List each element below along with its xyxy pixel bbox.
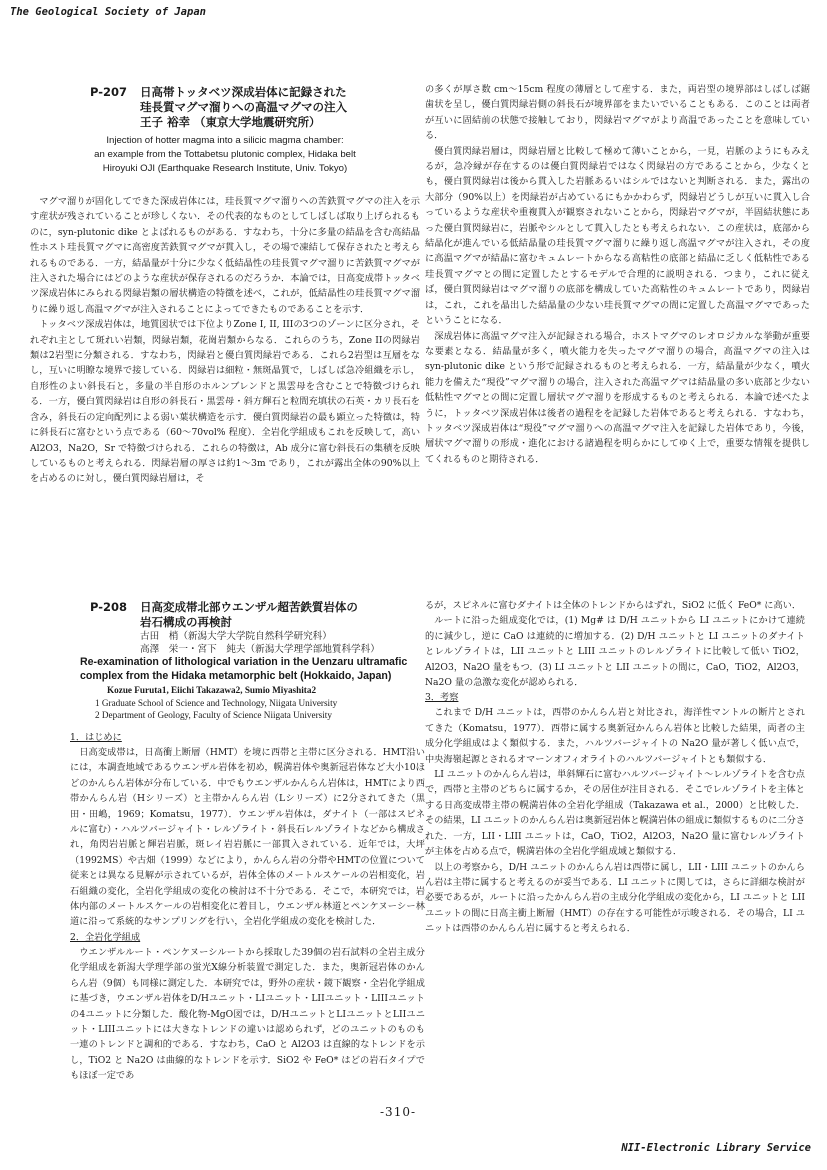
p207-number: P-207 <box>90 85 128 99</box>
p208-paragraph-2: ウエンザルルート・ペンケヌーシルートから採取した39個の岩石試料の全岩主成分化学組成を新潟大学理学部の蛍光X線分析装置で測定した．また，奥新冠岩体のかんらん岩（9個）も同様に測定した．本研究では，野外の産状・鏡下観察・全岩化学組成に基づき，ウエンザル岩体をD/Hユニット・LIユニット・LIIユニット・LIIIユニットの4ユニットに分類した．酸化物-MgO図では，D/HユニットとLIユニットとLIIユニット・LIIIユニットには大きなトレンドの違いは認められず，どのユニットのものも一連のトレンドと調和的である．すなわち，CaO と Al2O3 は直線的なトレンドを示し，TiO2 と Na2O は曲線的なトレンドを示す．SiO2 や FeO* はどの岩石タイプでもほぼ一定であ <box>70 946 425 1082</box>
p207-en-author: Hiroyuki OJI (Earthquake Research Institute, Univ. Tokyo) <box>102 163 348 174</box>
p207-en-title-2: an example from the Tottabetsu plutonic complex, Hidaka belt <box>94 149 356 160</box>
p208-english-block <box>80 656 425 683</box>
p207-paragraph-5: 深成岩体に高温マグマ注入が記録される場合，ホストマグマのレオロジカルな挙動が重要な要素となる．結晶量が多く，噴火能力を失ったマグマ溜りの場合，高温マグマの注入は syn-plutonic dike という形で記録されるものと考えられる．一方，結晶量が少なく，噴火能力を備えた“現役”マグマ溜りの場合，注入された高温マグマは結晶量の多い底部と少ない低粘性マグマとの間に定置し層状マグマ溜りを形成するものと考えられる．本論で述べたように，トッタベツ深成岩体は後者の過程をを記録した岩体であると考えられる．すなわち，トッタベツ深成岩体は“現役”マグマ溜りへの高温マグマ注入を記録した岩体であり，今後，層状マグマ溜りの形成・進化における諸過程を明らかにしてゆく上で，重要な情報を提供してくれるものと期待される． <box>425 330 810 465</box>
p208-title-block <box>90 600 420 630</box>
library-footer: NII-Electronic Library Service <box>621 1142 811 1154</box>
p207-author: 王子 裕幸 （東京大学地震研究所） <box>140 115 321 129</box>
journal-header: The Geological Society of Japan <box>10 6 206 18</box>
p208-affiliation-1: 1 Graduate School of Science and Technology, Niigata University <box>95 697 338 708</box>
p208-paragraph-3: るが，スピネルに富むダナイトは全体のトレンドからはずれ，SiO2 に低く FeO* に高い． <box>425 600 802 611</box>
p207-paragraph-3: の多くが厚さ数 cm〜15cm 程度の薄層として産する．また，両岩型の境界部はしばしば鋸歯状を呈し，優白質閃緑岩側の斜長石が境界部をまたいでいることもある．このことは両者が互いに固結前の状態で接触しており，閃緑岩マグマがより高温であったことを意味している． <box>425 84 810 142</box>
p208-en-title-2: complex from the Hidaka metamorphic belt (Hokkaido, Japan) <box>80 669 392 682</box>
p207-paragraph-2: トッタベツ深成岩体は，地質図状では下位よりZone I, II, IIIの3つのゾーンに区分され，それぞれ主として斑れい岩類，閃緑岩類，花崗岩類からなる．これらのうち，Zone IIの閃緑岩類は2岩型に分類される．すなわち，閃緑岩と優白質閃緑岩である．これら2岩型は互層をなし，互いに明瞭な境界で接している．閃緑岩は細粒・無斑晶質で，しばしば急冷組織を示し，自形性のよい斜長石と，多量の半自形のホルンブレンドと黒雲母を含むことで特徴づけられる．一方，優白質閃緑岩は自形の斜長石・黒雲母・斜方輝石と粒間充填状の石英・カリ長石を含み，斜長石の定向配列による弱い葉状構造を示す．優白質閃緑岩の最も顕立った特徴は，特に斜長石に富むという点である（60〜70vol% 程度）．全岩化学組成もこれを反映して，高い Al2O3，Na2O，Sr で特徴づけられる．これらの特徴は，Ab 成分に富む斜長石の集積を反映しているものと考えられる．閃緑岩層の厚さは約1〜3m であり，これが露出全体の90%以上を占めるのに対し，優白質閃緑岩層は，そ <box>30 319 420 485</box>
p208-title-line1: 日高変成帯北部ウエンザル超苦鉄質岩体の <box>140 600 358 614</box>
p208-section-3-heading: 3．考察 <box>425 692 459 704</box>
page-number: -310- <box>380 1105 417 1119</box>
p207-right-column <box>425 82 810 467</box>
p208-author-line1: 古田 梢（新潟大学大学院自然科学研究科） <box>140 631 332 642</box>
p207-left-column <box>30 194 420 487</box>
p208-affiliation-2: 2 Department of Geology, Faculty of Science Niigata University <box>95 710 332 720</box>
p207-en-title-1: Injection of hotter magma into a silicic magma chamber: <box>106 135 344 146</box>
p207-title-line1: 日高帯トッタベツ深成岩体に記録された <box>140 85 347 99</box>
p208-left-column <box>70 730 425 1084</box>
p207-paragraph-4: 優白質閃緑岩層は，閃緑岩層と比較して極めて薄いことから，一見，岩脈のようにもみえるが，急冷縁が存在するのは優白質閃緑岩ではなく閃緑岩の方であることから，少なくとも，優白質閃緑岩は後から貫入した岩脈あるいはシルではないと判断される．また，露出の大部分（90%以上）を閃緑岩が占めているにもかかわらず，閃緑岩どうしが互いに貫入し合っているような産状や重複貫入が観察されないことから，閃緑岩マグマが，半固結状態にあった優白質閃緑岩に，岩脈やシルとして貫入したとも考えられない．この産状は，底部から結晶化が進んでいる低結晶量の珪長質マグマ溜りに繰り返し高温マグマが注入され，その度に高温マグマが結晶に富むキュムレートからなる高粘性の底部と結晶に乏しく低粘性である珪長質マグマとの間に定置したとするモデルで合理的に説明される．つまり，これに従えば，優白質閃緑岩はマグマ溜りの底部を構成していた高粘性のキュムレートであり，閃緑岩は，これ，これを晶出した結晶量の少ない珪長質マグマの間に定置した高温マグマであったということになる． <box>425 145 810 327</box>
p207-title-line2: 珪長質マグマ溜りへの高温マグマの注入 <box>140 100 347 114</box>
p208-section-2-heading: 2．全岩化学組成 <box>70 931 141 943</box>
p208-right-column <box>425 598 805 937</box>
p207-english-block <box>30 134 420 176</box>
p208-authors-block <box>140 630 430 656</box>
p208-en-title-1: Re-examination of lithological variation in the Uenzaru ultramafic <box>80 656 408 668</box>
p207-paragraph-1: マグマ溜りが固化してできた深成岩体には，珪長質マグマ溜りへの苦鉄質マグマの注入を示す産状が残されていることが珍しくない．その代表的なものとしてしばしば取り上げられるものに，syn-plutonic dike とよばれるものがある．すなわち，十分に多量の結晶を含む高結晶性ホスト珪長質マグマに高密度苦鉄質マグマが貫入し，その場で凍結して保存されたと考えられるものである．一方，結晶量が十分に少なく低結晶性の珪長質マグマ溜りに苦鉄質マグマが注入された場合にはどのような産状が保存されるのだろうか．本論では，日高変成帯トッタベツ深成岩体にみられる閃緑岩類の層状構造の特徴を述べ，これが，低結晶性の珪長質マグマ溜りに繰り返し高温マグマが注入されることによってできたものであることを示す． <box>30 196 420 315</box>
p208-paragraph-1: 日高変成帯は，日高衝上断層（HMT）を境に西帯と主帯に区分される．HMT沿いには，本調査地域であるウエンザル岩体を初め，幌満岩体や奥新冠岩体など大小10ほどのかんらん岩体が分布している．中でもウエンザルかんらん岩体は，HMTにより西帯かんらん岩（Hシリーズ）と主帯かんらん岩（Lシリーズ）に2分されてきた（黒田・田嶋，1969；Komatsu，1977）．ウエンザル岩体は，ダナイト（一部はスピネルに富む）・ハルツバージャイト・レルゾライト・斜長石レルゾライトなどから構成され，角閃岩岩脈と輝岩岩脈，斑レイ岩岩脈に一部貫入されている．近年では，大坪（1992MS）や古畑（1999）などにより，かんらん岩の分帯やHMTの位置について従来とは異なる見解が示されているが，岩体全体のメートルスケールの岩相変化，岩石組織の変化，全岩化学組成の変化の検討は不十分である．そこで，本研究では，岩体内部のメートルスケールの岩相変化に着目し，ウエンザル林道とペンケヌーシー林道に沿って系統的なサンプリングを行い，全岩化学組成の変化を検討した． <box>70 747 425 928</box>
p208-number: P-208 <box>90 600 128 614</box>
p208-paragraph-7: 以上の考察から，D/H ユニットのかんらん岩は西帯に属し，LII・LIII ユニットのかんらん岩は主帯に属すると考えるのが妥当である．LI ユニットに関しては，さらに詳細な検討が必要であるが，ルートに沿ったかんらん岩の主成分化学組成の変化から，LI ユニットと LII ユニットの間に日高主衝上断層（HMT）の存在する可能性が示唆される．その場合，LI ユニットは西帯のかんらん岩に属すると考えられる． <box>425 861 805 935</box>
p208-paragraph-6: LI ユニットのかんらん岩は，単斜輝石に富むハルツバージャイト〜レルゾライトを含む点で，西帯と主帯のどちらに属するか，その居住が注目される．そこでレルゾライトを主体とする日高変成帯主帯の幌満岩体の全岩化学組成（Takazawa et al.，2000）と比較した．その結果，LI ユニットのかんらん岩は奥新冠岩体と幌満岩体の組成に類似するものに二分された．一方，LII・LIII ユニットは，CaO，TiO2，Al2O3，Na2O 量に富むレルゾライトが主体を占める点で，幌満岩体の全岩化学組成域と類似する． <box>425 769 805 858</box>
p208-affiliations-block <box>95 684 425 722</box>
p208-en-authors: Kozue Furuta1, Eiichi Takazawa2, Sumio Miyashita2 <box>107 685 317 695</box>
p208-paragraph-4: ルートに沿った組成変化では，(1) Mg# は D/H ユニットから LI ユニットにかけて連続的に減少し，逆に CaO は連続的に増加する．(2) D/H ユニットと LI ユニットのダナイトとレルゾライトは，LII ユニットと LIII ユニットのレルゾライトに比較して低い TiO2，Al2O3，Na2O 量をもつ．(3) LI ユニットと LII ユニットの間に，CaO，TiO2，Al2O3，Na2O 量の急激な変化が認められる． <box>425 615 805 689</box>
p208-paragraph-5: これまで D/H ユニットは，西帯のかんらん岩と対比され，海洋性マントルの断片とされてきた（Komatsu，1977）．西帯に属する奥新冠かんらん岩体と比較した結果，両者の主成分化学組成はよく類似する．また，ハルツバージャイトの Na2O 量が著しく低い点で，中央海嶺起源とされるオマーンオフィオライトのハルツバージャイトとも類似する． <box>425 707 805 765</box>
p208-title-line2: 岩石構成の再検討 <box>140 615 232 629</box>
p207-title-block <box>90 85 420 130</box>
p208-section-1-heading: 1．はじめに <box>70 732 122 743</box>
p208-author-line2: 高澤 栄一・宮下 純夫（新潟大学理学部地質科学科） <box>140 644 380 655</box>
